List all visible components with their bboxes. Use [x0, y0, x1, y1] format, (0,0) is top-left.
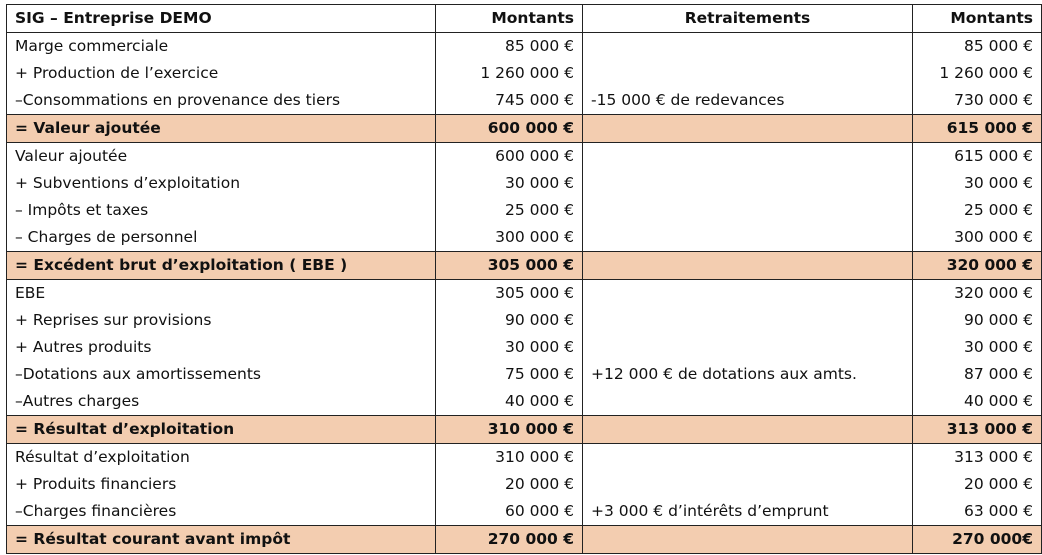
row-amount-after: 63 000 €: [913, 498, 1042, 526]
row-amount-after: 85 000 €: [913, 33, 1042, 61]
row-adjustment: [583, 526, 913, 554]
row-amount-after: 30 000 €: [913, 170, 1042, 197]
header-title: SIG – Entreprise DEMO: [7, 5, 436, 33]
table-body: [7, 33, 1042, 554]
table-row: [7, 388, 1042, 416]
table-row: [7, 498, 1042, 526]
row-label: + Production de l’exercice: [7, 60, 436, 87]
row-amount: 600 000 €: [436, 143, 583, 171]
row-adjustment: [583, 252, 913, 280]
row-adjustment: [583, 388, 913, 416]
row-amount: 1 260 000 €: [436, 60, 583, 87]
row-amount-after: 20 000 €: [913, 471, 1042, 498]
row-amount: 30 000 €: [436, 170, 583, 197]
row-label: + Subventions d’exploitation: [7, 170, 436, 197]
table-row: [7, 444, 1042, 472]
row-adjustment: -15 000 € de redevances: [583, 87, 913, 115]
row-amount-after: 615 000 €: [913, 115, 1042, 143]
header-adjustments: Retraitements: [583, 5, 913, 33]
total-row: [7, 416, 1042, 444]
row-label: EBE: [7, 280, 436, 308]
row-label: –Autres charges: [7, 388, 436, 416]
table-row: [7, 143, 1042, 171]
row-adjustment: [583, 60, 913, 87]
row-adjustment: [583, 224, 913, 252]
total-row: [7, 526, 1042, 554]
row-amount-after: 25 000 €: [913, 197, 1042, 224]
total-row: [7, 115, 1042, 143]
row-label: Valeur ajoutée: [7, 143, 436, 171]
row-label: –Consommations en provenance des tiers: [7, 87, 436, 115]
row-amount: 270 000 €: [436, 526, 583, 554]
row-amount: 600 000 €: [436, 115, 583, 143]
table-row: [7, 361, 1042, 388]
table-row: [7, 60, 1042, 87]
row-amount-after: 270 000€: [913, 526, 1042, 554]
row-amount: 305 000 €: [436, 252, 583, 280]
row-amount: 75 000 €: [436, 361, 583, 388]
row-amount-after: 30 000 €: [913, 334, 1042, 361]
row-amount-after: 1 260 000 €: [913, 60, 1042, 87]
row-adjustment: +12 000 € de dotations aux amts.: [583, 361, 913, 388]
row-amount-after: 615 000 €: [913, 143, 1042, 171]
row-label: Résultat d’exploitation: [7, 444, 436, 472]
row-amount-after: 320 000 €: [913, 280, 1042, 308]
row-amount-after: 730 000 €: [913, 87, 1042, 115]
sig-table: [6, 4, 1042, 554]
row-amount-after: 300 000 €: [913, 224, 1042, 252]
row-label: Marge commerciale: [7, 33, 436, 61]
table-row: [7, 197, 1042, 224]
row-amount: 25 000 €: [436, 197, 583, 224]
row-label: + Reprises sur provisions: [7, 307, 436, 334]
row-amount: 30 000 €: [436, 334, 583, 361]
row-amount: 745 000 €: [436, 87, 583, 115]
row-adjustment: [583, 444, 913, 472]
row-amount-after: 90 000 €: [913, 307, 1042, 334]
row-label: = Résultat d’exploitation: [7, 416, 436, 444]
row-adjustment: [583, 143, 913, 171]
row-label: –Charges financières: [7, 498, 436, 526]
table-row: [7, 170, 1042, 197]
row-adjustment: [583, 416, 913, 444]
row-amount-after: 313 000 €: [913, 444, 1042, 472]
row-amount-after: 320 000 €: [913, 252, 1042, 280]
row-label: – Impôts et taxes: [7, 197, 436, 224]
row-adjustment: [583, 170, 913, 197]
row-adjustment: [583, 307, 913, 334]
table-row: [7, 224, 1042, 252]
table-header-row: [7, 5, 1042, 33]
row-label: + Autres produits: [7, 334, 436, 361]
row-amount: 40 000 €: [436, 388, 583, 416]
row-adjustment: [583, 115, 913, 143]
table-row: [7, 334, 1042, 361]
table-row: [7, 280, 1042, 308]
row-adjustment: [583, 33, 913, 61]
header-amounts: Montants: [436, 5, 583, 33]
row-amount-after: 87 000 €: [913, 361, 1042, 388]
row-adjustment: [583, 334, 913, 361]
row-amount: 85 000 €: [436, 33, 583, 61]
row-amount: 60 000 €: [436, 498, 583, 526]
row-amount: 310 000 €: [436, 416, 583, 444]
row-adjustment: +3 000 € d’intérêts d’emprunt: [583, 498, 913, 526]
row-adjustment: [583, 280, 913, 308]
table-row: [7, 307, 1042, 334]
row-label: + Produits financiers: [7, 471, 436, 498]
row-label: – Charges de personnel: [7, 224, 436, 252]
row-amount: 305 000 €: [436, 280, 583, 308]
row-amount-after: 40 000 €: [913, 388, 1042, 416]
row-amount: 90 000 €: [436, 307, 583, 334]
row-amount: 300 000 €: [436, 224, 583, 252]
total-row: [7, 252, 1042, 280]
header-amounts-after: Montants: [913, 5, 1042, 33]
row-label: = Valeur ajoutée: [7, 115, 436, 143]
row-label: –Dotations aux amortissements: [7, 361, 436, 388]
row-amount: 310 000 €: [436, 444, 583, 472]
table-row: [7, 33, 1042, 61]
row-amount-after: 313 000 €: [913, 416, 1042, 444]
row-label: = Résultat courant avant impôt: [7, 526, 436, 554]
table-row: [7, 471, 1042, 498]
row-label: = Excédent brut d’exploitation ( EBE ): [7, 252, 436, 280]
row-adjustment: [583, 197, 913, 224]
row-amount: 20 000 €: [436, 471, 583, 498]
table-row: [7, 87, 1042, 115]
row-adjustment: [583, 471, 913, 498]
